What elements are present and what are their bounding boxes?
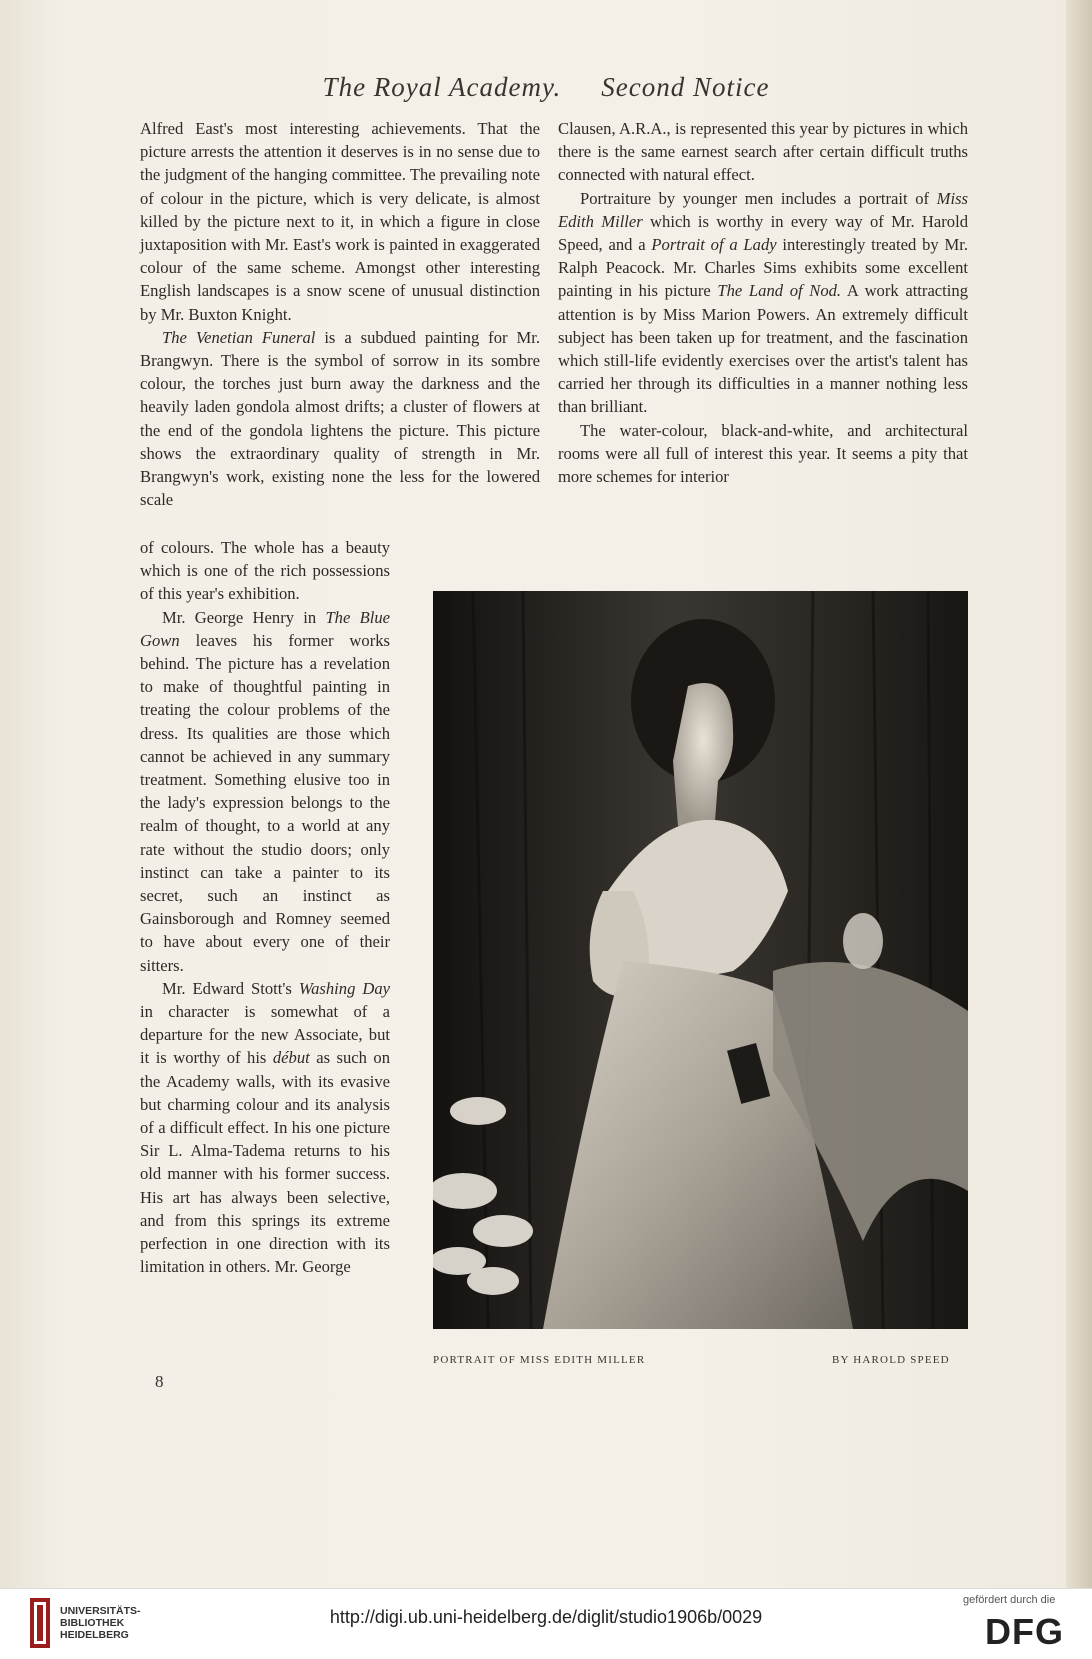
left-column-narrow xyxy=(140,536,390,1279)
portrait-figure xyxy=(433,591,968,1329)
paragraph-stott: Mr. Edward Stott's Washing Day in character is somewhat of a departure for the new Associate, but it is worthy of his début as such on the Academy walls, with its evasive but charming colour and its analysis of a difficult effect. In his one picture Sir L. Alma-Tadema returns to his old manner with his former success. His art has always been selective, and from this springs its extreme perfection in one direction with its limitation in others. Mr. George xyxy=(140,978,390,1277)
figure-caption-artist: BY HAROLD SPEED xyxy=(832,1354,950,1366)
title-washing-day: Washing Day xyxy=(298,978,390,998)
paragraph-venetian-end: of colours. The whole has a beauty which is one of the rich possessions of this year's exhibition. xyxy=(140,538,390,604)
paragraph-portraiture: Portraiture by younger men includes a portrait of Miss Edith Miller which is worthy in every way of Mr. Harold Speed, and a Portrait of a Lady interestingly treated by Mr. Ralph Peacock. Mr. Charles Sims exhibits some excellent painting in his picture The Land of Nod. A work attracting attention is by Miss Marion Powers. An extremely difficult subject has been taken up for treatment, and the fascination which still-life evidently exercises over the artist's talent has carried her through its difficulties in a manner nothing less than brilliant. xyxy=(558,188,968,417)
page-number: 8 xyxy=(155,1372,164,1391)
funded-by-label: gefördert durch die xyxy=(963,1594,1056,1606)
left-column-top xyxy=(140,117,540,511)
title-venetian-funeral: The Venetian Funeral xyxy=(162,327,316,347)
figure-caption-title: PORTRAIT OF MISS EDITH MILLER xyxy=(433,1354,646,1366)
page-edge xyxy=(1066,0,1092,1588)
portrait-image xyxy=(433,591,968,1329)
paragraph-east: Alfred East's most interesting achievements. That the picture arrests the attention it deserves is in no sense due to the judgment of the hanging committee. The prevailing note of colour in the picture, which is very delicate, is almost killed by the picture next to it, in which a figure in close juxtaposition with Mr. East's work is painted in exaggerated colour of the same scheme. Amongst other interesting English landscapes is a snow scene of unusual distinction by Mr. Buxton Knight. xyxy=(140,119,540,324)
word-debut: début xyxy=(272,1048,310,1068)
paragraph-clausen: Clausen, A.R.A., is represented this year by pictures in which there is the same earnest search after certain difficult truths connected with natural effect. xyxy=(558,119,968,185)
title-land-of-nod: The Land of Nod. xyxy=(717,281,842,301)
paragraph-henry: Mr. George Henry in The Blue Gown leaves his former works behind. The picture has a revelation to make of thoughtful painting in treating the colour problems of the dress. Its qualities are those which cannot be achieved in any summary treatment. Something elusive too in the lady's expression belongs to the realm of thought, to a world at any rate without the studio doors; only instinct can take a painter to its secret, such an instinct as Gainsborough and Romney seemed to have about every one of their sitters. xyxy=(140,607,391,975)
paragraph-watercolour: The water-colour, black-and-white, and architectural rooms were all full of interest this year. It seems a pity that more schemes for interior xyxy=(558,420,968,487)
paragraph-venetian: The Venetian Funeral is a subdued painting for Mr. Brangwyn. There is the symbol of sorrow in its sombre colour, the torches just burn away the darkness and the heavily laden gondola almost drifts; a cluster of flowers at the end of the gondola lightens the picture. This picture shows the extraordinary quality of strength in Mr. Brangwyn's work, existing none the less for the lowered scale xyxy=(140,327,540,510)
dfg-logo: DFG xyxy=(985,1611,1064,1652)
title-blue-gown: The Blue Gown xyxy=(140,607,391,650)
title-miss-edith-miller: Miss Edith Miller xyxy=(558,188,968,231)
library-name: UNIVERSITÄTS- BIBLIOTHEK HEIDELBERG xyxy=(60,1605,141,1641)
running-head-subtitle: Second Notice xyxy=(601,72,770,102)
running-head-title: The Royal Academy. xyxy=(322,72,562,102)
title-portrait-of-a-lady: Portrait of a Lady xyxy=(651,235,777,255)
digital-url[interactable]: http://digi.ub.uni-heidelberg.de/diglit/studio1906b/0029 xyxy=(329,1607,763,1627)
right-column xyxy=(558,117,968,488)
running-head xyxy=(0,72,1092,103)
